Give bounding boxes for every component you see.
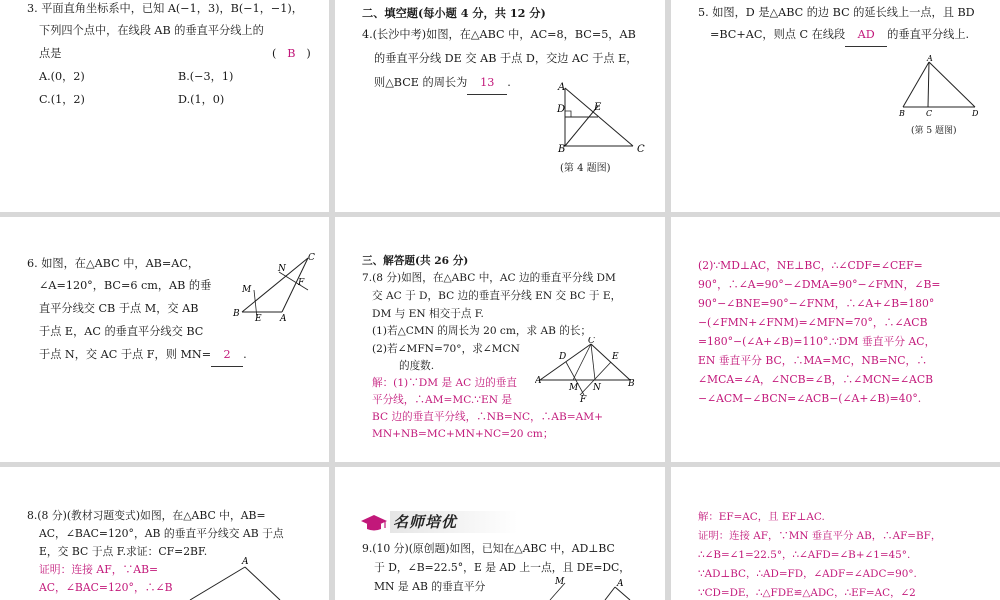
q5-label-d: D — [972, 109, 979, 118]
q9-sol-line-3: ∴∠B=∠1=22.5°，∴∠AFD=∠B+∠1=45°. — [698, 549, 911, 561]
q8-line-2: AC，∠BAC=120°，AB 的垂直平分线交 AB 于点 — [39, 527, 284, 540]
q6-label-c: C — [308, 253, 315, 263]
q5-label-a: A — [927, 55, 933, 63]
q4-figure — [550, 80, 650, 154]
q4-caption: (第 4 题图) — [560, 163, 611, 174]
q8-line-3: E，交 BC 于点 F.求证：CF=2BF. — [39, 545, 208, 558]
q7-label-d: D — [559, 352, 567, 362]
panel-q4 — [335, 0, 665, 212]
q7-sol2-line-3: 90°−∠BNE=90°−∠FNM，∴∠A+∠B=180° — [698, 297, 935, 310]
q7-label-m: M — [569, 383, 579, 393]
q8-line-1: 8.(8 分)(教材习题变式)如图，在△ABC 中，AB= — [27, 509, 266, 522]
q7-line-4: (1)若△CMN 的周长为 20 cm，求 AB 的长； — [372, 325, 592, 337]
q3-line-2: 下列四个点中，在线段 AB 的垂直平分线上的 — [39, 24, 264, 37]
q5-label-b: B — [899, 109, 905, 118]
q6-line-4: 于点 E，AC 的垂直平分线交 BC — [39, 325, 204, 338]
q3-option-c: C.(1，2) — [39, 93, 85, 106]
q7-label-f: F — [580, 395, 587, 403]
q7-label-n: N — [593, 383, 601, 393]
q3-paren-left: ( — [272, 47, 277, 60]
q3-option-a: A.(0，2) — [39, 70, 85, 83]
q7-label-b: B — [628, 379, 635, 389]
q8-sol-line-2: AC，∠BAC=120°，∴∠B — [39, 581, 173, 594]
q6-figure — [232, 252, 320, 322]
q3-line-3: 点是 — [39, 47, 62, 60]
q7-label-a: A — [535, 376, 542, 386]
q4-line-3-text: 则△BCE 的周长为 — [374, 76, 468, 89]
panel-q9 — [335, 467, 665, 600]
q3-answer: B — [287, 47, 296, 60]
q9-figure — [545, 575, 645, 600]
q8-label-a: A — [242, 557, 249, 567]
panel-q3 — [0, 0, 329, 212]
q7-sol-line-4: MN+NB=MC+MN+NC=20 cm； — [372, 428, 554, 440]
q5-line-2-text: =BC+AC，则点 C 在线段 — [710, 28, 846, 41]
q7-sol2-line-2: 90°，∴∠A=90°−∠DMA=90°−∠FMN，∠B= — [698, 278, 941, 291]
panel-q7 — [335, 217, 665, 462]
q9-sol-line-5: ∵CD=DE，∴△FDE≌△ADC，∴EF=AC，∠2 — [698, 587, 916, 599]
q7-line-1: 7.(8 分)如图，在△ABC 中，AC 边的垂直平分线 DM — [362, 272, 616, 284]
q6-label-b: B — [233, 309, 240, 319]
q8-figure — [180, 555, 290, 600]
q7-line-2: 交 AC 于 D，BC 边的垂直平分线 EN 交 BC 于 E， — [372, 290, 622, 302]
q7-label-e: E — [612, 352, 619, 362]
q6-label-n: N — [278, 264, 286, 274]
q4-label-a: A — [558, 82, 566, 93]
q4-label-c: C — [637, 144, 645, 154]
graduation-cap-icon — [360, 512, 388, 532]
q4-line-2: 的垂直平分线 DE 交 AB 于点 D，交边 AC 于点 E， — [374, 52, 638, 65]
q7-sol2-line-4: −(∠FMN+∠FNM)=∠MFN=70°，∴∠ACB — [698, 316, 928, 329]
q9-sol-line-4: ∵AD⊥BC，∴AD=FD，∠ADF=∠ADC=90°. — [698, 568, 917, 580]
q4-end: . — [507, 76, 511, 89]
q5-line-1: 5. 如图，D 是△ABC 的边 BC 的延长线上一点，且 BD — [698, 6, 975, 19]
teacher-banner-title: 名师培优 — [393, 513, 458, 531]
panel-q6 — [0, 217, 329, 462]
q4-line-3 — [374, 72, 511, 95]
q7-line-5: (2)若∠MFN=70°，求∠MCN — [372, 343, 520, 355]
panel-q5 — [671, 0, 1000, 212]
q5-end: 的垂直平分线上. — [887, 28, 970, 41]
q6-label-e: E — [255, 314, 262, 322]
q9-line-2: 于 D，∠B=22.5°，E 是 AD 上一点，且 DE=DC， — [374, 561, 631, 574]
q3-option-b: B.(−3，1) — [178, 70, 234, 83]
fill-blank-heading: 二、填空题(每小题 4 分，共 12 分) — [362, 6, 546, 20]
q7-sol2-line-6: EN 垂直平分 BC，∴MA=MC，NB=NC，∴ — [698, 354, 928, 367]
q7-sol-line-2: 平分线，∴AM=MC.∵EN 是 — [372, 394, 512, 406]
q9-line-3: MN 是 AB 的垂直平分 — [374, 580, 486, 593]
q4-answer: 13 — [467, 72, 507, 95]
q6-label-m: M — [242, 285, 252, 295]
q7-sol2-line-1: (2)∵MD⊥AC，NE⊥BC，∴∠CDF=∠CEF= — [698, 259, 923, 272]
q5-caption: (第 5 题图) — [911, 126, 957, 136]
panel-q9-solution — [671, 467, 1000, 600]
q6-label-f: F — [298, 278, 305, 288]
q9-line-1: 9.(10 分)(原创题)如图，已知在△ABC 中，AD⊥BC — [362, 542, 615, 555]
q4-line-1: 4.(长沙中考)如图，在△ABC 中，AC=8，BC=5，AB — [362, 28, 636, 41]
q7-label-c: C — [588, 337, 595, 346]
q6-line-5-text: 于点 N，交 AC 于点 F，则 MN= — [39, 348, 212, 361]
q4-label-d: D — [557, 104, 566, 115]
q5-figure — [898, 55, 983, 121]
q7-sol-line-3: BC 边的垂直平分线，∴NB=NC，∴AB=AM+ — [372, 411, 603, 423]
q7-sol2-line-8: −∠ACM−∠BCN=∠ACB−(∠A+∠B)=40°. — [698, 392, 922, 405]
q8-sol-line-1: 证明：连接 AF，∵AB= — [39, 563, 159, 576]
q5-answer: AD — [845, 24, 887, 47]
teacher-banner — [360, 511, 520, 533]
answer-heading: 三、解答题(共 26 分) — [362, 255, 469, 267]
q3-answer-paren — [272, 43, 311, 65]
q7-line-6: 的度数. — [399, 360, 435, 372]
q6-line-5 — [39, 344, 247, 367]
q9-label-m: M — [555, 577, 565, 587]
q3-option-d: D.(1，0) — [178, 93, 225, 106]
q5-line-2 — [710, 24, 969, 47]
panel-q8 — [0, 467, 329, 600]
q7-sol2-line-5: =180°−(∠A+∠B)=110°.∵DM 垂直平分 AC， — [698, 335, 936, 348]
q3-paren-right: ) — [306, 47, 311, 60]
q4-label-b: B — [558, 144, 566, 154]
q6-line-3: 直平分线交 CB 于点 M，交 AB — [39, 302, 199, 315]
q6-line-1: 6. 如图，在△ABC 中，AB=AC， — [27, 257, 200, 270]
q3-line-1: 3. 平面直角坐标系中，已知 A(−1，3)，B(−1，−1)， — [27, 2, 303, 15]
q6-answer: 2 — [211, 344, 243, 367]
q9-sol-line-2: 证明：连接 AF，∵MN 垂直平分 AB，∴AF=BF， — [698, 530, 942, 542]
q5-label-c: C — [926, 109, 933, 118]
q6-line-2: ∠A=120°，BC=6 cm，AB 的垂 — [39, 279, 212, 292]
q6-label-a: A — [280, 314, 287, 322]
q7-figure — [535, 337, 635, 403]
q7-sol2-line-7: ∠MCA=∠A，∠NCB=∠B，∴∠MCN=∠ACB — [698, 373, 934, 386]
q9-sol-line-1: 解：EF=AC，且 EF⊥AC. — [698, 511, 825, 523]
panel-q7-solution — [671, 217, 1000, 462]
q7-sol-line-1: 解：(1)∵DM 是 AC 边的垂直 — [372, 377, 517, 389]
q4-label-e: E — [594, 102, 602, 113]
q6-end: . — [243, 348, 247, 361]
q9-label-a: A — [617, 579, 624, 589]
q7-line-3: DM 与 EN 相交于点 F. — [372, 308, 484, 320]
